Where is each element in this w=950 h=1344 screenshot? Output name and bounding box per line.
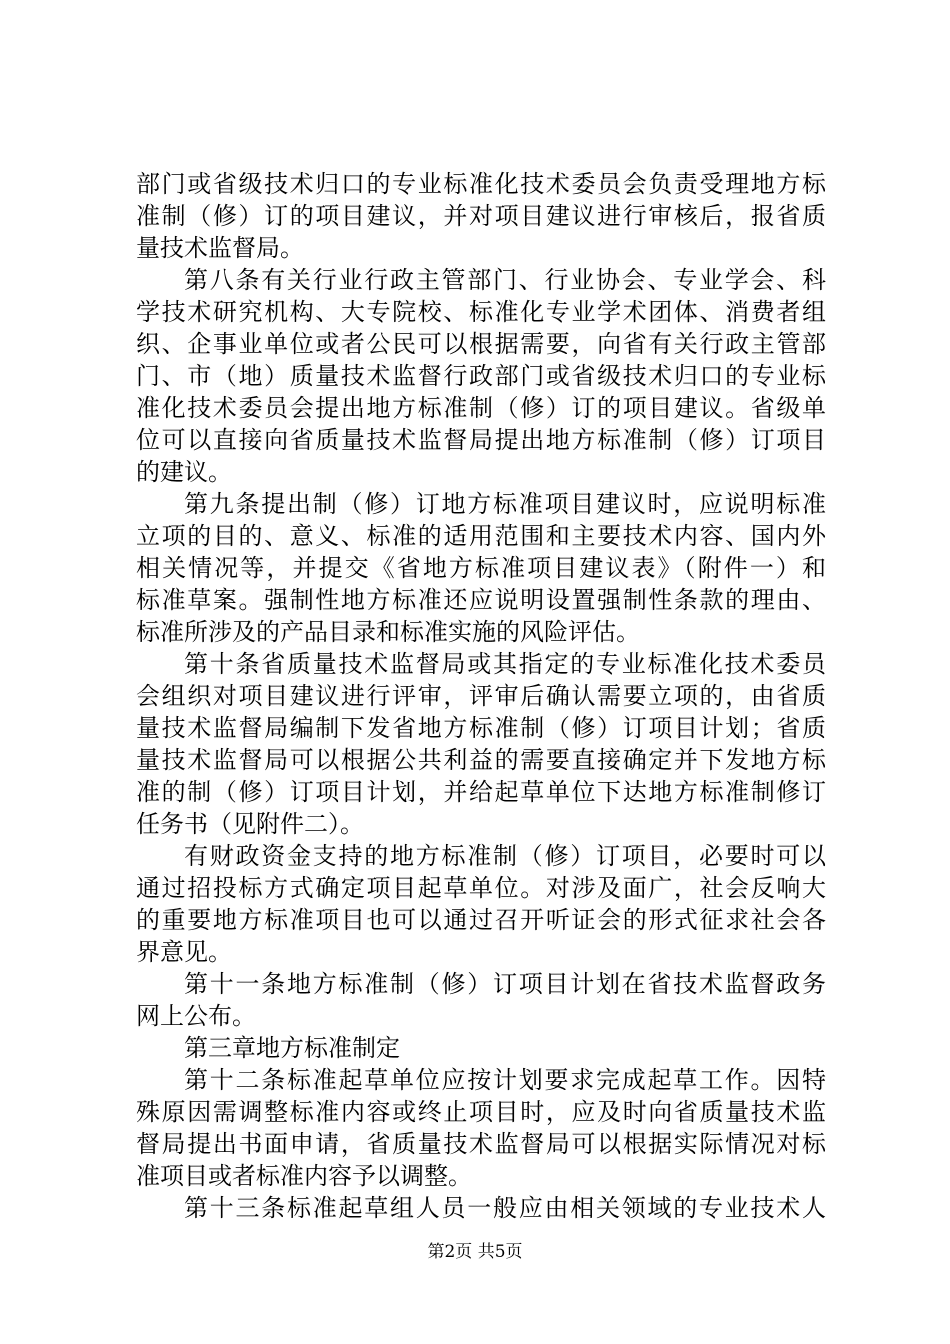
text-line: 相关情况等，并提交《省地方标准项目建议表》（附件一）和 [136,554,826,582]
text-line: 殊原因需调整标准内容或终止项目时，应及时向省质量技术监 [136,1098,826,1126]
text-line: 标准所涉及的产品目录和标准实施的风险评估。 [136,618,640,646]
text-line: 织、企事业单位或者公民可以根据需要，向省有关行政主管部 [136,330,826,358]
text-line: 会组织对项目建议进行评审，评审后确认需要立项的，由省质 [136,682,826,710]
text-line: 量技术监督局可以根据公共利益的需要直接确定并下发地方标 [136,746,826,774]
text-line: 准化技术委员会提出地方标准制（修）订的项目建议。省级单 [136,394,826,422]
paragraph-article-10 [136,648,826,840]
text-line: 准的制（修）订项目计划，并给起草单位下达地方标准制修订 [136,778,826,806]
text-line: 第十条省质量技术监督局或其指定的专业标准化技术委员 [184,650,826,678]
text-line: 位可以直接向省质量技术监督局提出地方标准制（修）订项目 [136,426,826,454]
text-line: 任务书（见附件二）。 [136,810,364,838]
paragraph-article-8 [136,264,826,488]
paragraph-article-11 [136,968,826,1032]
text-line: 第九条提出制（修）订地方标准项目建议时，应说明标准 [184,490,826,518]
paragraph-funding [136,840,826,968]
text-line: 准项目或者标准内容予以调整。 [136,1162,472,1190]
paragraph-article-9 [136,488,826,648]
text-line: 部门或省级技术归口的专业标准化技术委员会负责受理地方标 [136,170,826,198]
paragraph-article-12 [136,1064,826,1192]
text-line: 第十二条标准起草单位应按计划要求完成起草工作。因特 [184,1066,826,1094]
text-line: 准制（修）订的项目建议，并对项目建议进行审核后，报省质 [136,202,826,230]
text-line: 第十三条标准起草组人员一般应由相关领域的专业技术人 [184,1194,826,1222]
text-line: 督局提出书面申请，省质量技术监督局可以根据实际情况对标 [136,1130,826,1158]
paragraph-continuation [136,168,826,264]
text-line: 网上公布。 [136,1002,256,1030]
page-footer [0,1241,950,1263]
text-line: 的重要地方标准项目也可以通过召开听证会的形式征求社会各 [136,906,826,934]
text-line: 量技术监督局编制下发省地方标准制（修）订项目计划；省质 [136,714,826,742]
document-body [136,168,826,1224]
text-line: 第八条有关行业行政主管部门、行业协会、专业学会、科 [184,266,826,294]
text-line: 标准草案。强制性地方标准还应说明设置强制性条款的理由、 [136,586,826,614]
text-line: 量技术监督局。 [136,234,304,262]
text-line: 第十一条地方标准制（修）订项目计划在省技术监督政务 [184,970,826,998]
text-line: 学技术研究机构、大专院校、标准化专业学术团体、消费者组 [136,298,826,326]
text-line: 通过招投标方式确定项目起草单位。对涉及面广，社会反响大 [136,874,826,902]
text-line: 界意见。 [136,938,232,966]
chapter-title: 第三章地方标准制定 [184,1034,400,1062]
page-indicator: 第2页 共5页 [427,1242,523,1262]
text-line: 门、市（地）质量技术监督行政部门或省级技术归口的专业标 [136,362,826,390]
text-line: 立项的目的、意义、标准的适用范围和主要技术内容、国内外 [136,522,826,550]
text-line: 有财政资金支持的地方标准制（修）订项目，必要时可以 [184,842,826,870]
text-line: 的建议。 [136,458,232,486]
paragraph-article-13 [136,1192,826,1224]
chapter-heading [136,1032,826,1064]
